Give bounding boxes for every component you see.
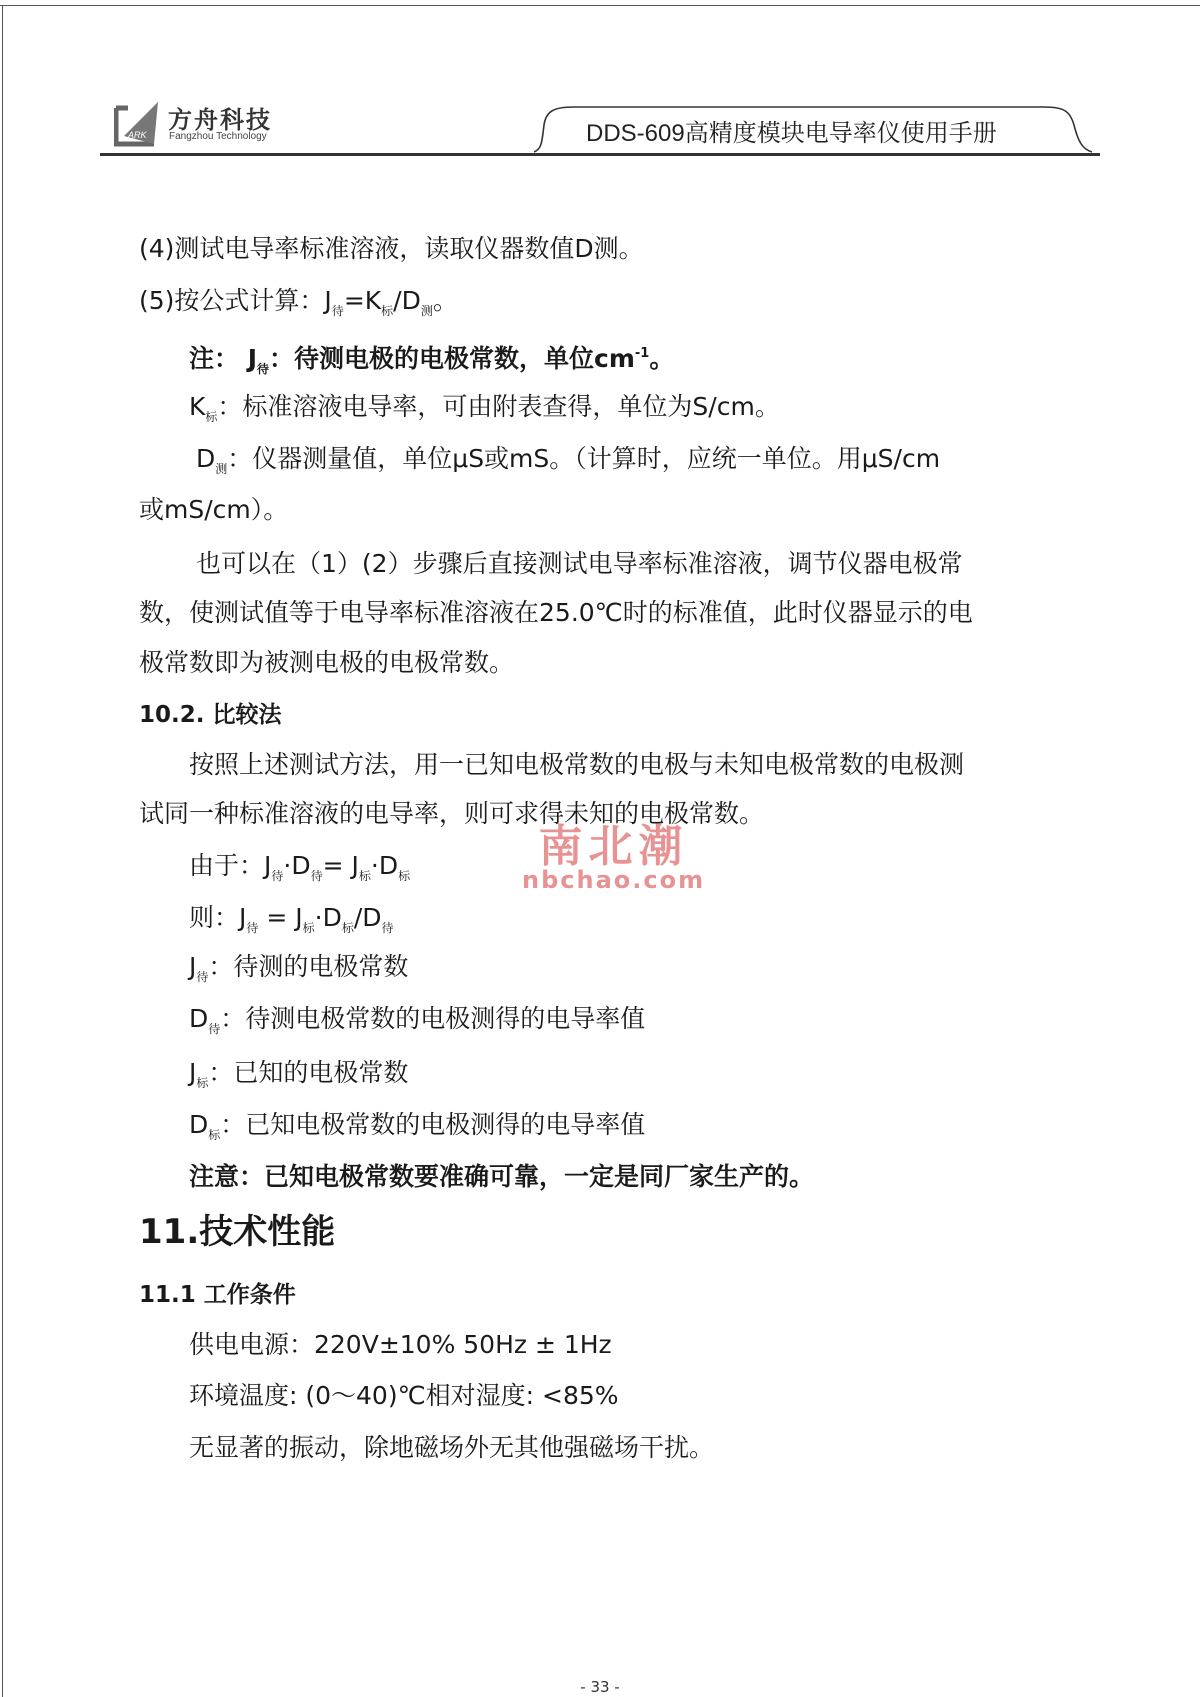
subscript: 标 — [196, 1076, 209, 1090]
text-line — [189, 391, 780, 433]
svg-text:ARK: ARK — [128, 130, 147, 140]
text-segment: (4)测试电导率标准溶液，读取仪器数值D测。 — [139, 234, 644, 263]
text-segment: D — [196, 444, 216, 473]
logo-english-name: Fangzhou Technology — [169, 131, 267, 142]
text-line — [139, 597, 973, 629]
text-segment: 按照上述测试方法，用一已知电极常数的电极与未知电极常数的电极测 — [189, 750, 965, 779]
subscript: 标 — [358, 869, 371, 883]
text-line — [189, 902, 394, 944]
text-segment: 或mS/cm）。 — [139, 495, 289, 524]
subscript: 测 — [215, 462, 228, 476]
subscript: 标 — [398, 869, 411, 883]
page-frame-top — [0, 5, 1200, 6]
text-line — [139, 285, 458, 327]
text-segment: 极常数即为被测电极的电极常数。 — [139, 648, 515, 677]
text-segment: ·D — [283, 851, 311, 880]
text-segment: 数，使测试值等于电导率标准溶液在25.0℃时的标准值，此时仪器显示的电 — [139, 598, 973, 627]
text-segment: 11.1 工作条件 — [139, 1282, 296, 1308]
watermark-url: nbchao.com — [522, 866, 706, 894]
watermark-chinese: 南北潮 — [538, 821, 689, 872]
text-line — [189, 1109, 645, 1151]
text-segment: D — [189, 1110, 209, 1139]
document-title: DDS-609高精度模块电导率仪使用手册 — [586, 120, 997, 147]
text-segment: 注意：已知电极常数要准确可靠，一定是同厂家生产的。 — [189, 1162, 815, 1191]
text-segment: 也可以在（1）(2）步骤后直接测试电导率标准溶液，调节仪器电极常 — [196, 549, 963, 578]
subscript: 待 — [196, 970, 209, 984]
text-segment: D — [189, 1004, 209, 1033]
text-segment: 无显著的振动，除地磁场外无其他强磁场干扰。 — [189, 1433, 715, 1462]
text-segment: ：标准溶液电导率，可由附表查得，单位为S/cm。 — [217, 392, 780, 421]
subscript: 待 — [246, 921, 259, 935]
text-segment: ：待测电极的电极常数，单位cm — [269, 344, 635, 373]
text-line — [139, 647, 514, 679]
text-segment: 。 — [649, 344, 675, 373]
text-segment: J — [189, 952, 197, 981]
text-line — [139, 1279, 296, 1311]
text-line — [196, 548, 963, 580]
text-segment: 10.2. 比较法 — [139, 702, 282, 728]
text-segment: = J — [322, 851, 359, 880]
text-segment: 供电电源：220V±10% 50Hz ± 1Hz — [189, 1330, 612, 1359]
text-line — [189, 1380, 619, 1412]
text-segment: 由于：J — [189, 851, 272, 880]
text-segment: ：已知电极常数的电极测得的电导率值 — [220, 1110, 646, 1139]
text-segment: ·D — [370, 851, 399, 880]
text-segment: J — [189, 1058, 197, 1087]
page-frame-left — [2, 5, 3, 1697]
text-line — [189, 1432, 714, 1464]
subscript: 测 — [420, 304, 433, 318]
subscript: 待 — [381, 921, 394, 935]
header-rule — [100, 153, 1100, 156]
text-segment: =K — [343, 286, 382, 315]
text-segment: ·D — [314, 903, 342, 932]
subscript: 待 — [310, 869, 323, 883]
company-logo — [114, 100, 294, 150]
text-line — [139, 233, 644, 265]
text-segment: 则：J — [189, 903, 247, 932]
watermark — [522, 810, 705, 894]
text-segment: 。 — [432, 286, 458, 315]
text-segment: /D — [393, 286, 421, 315]
text-line — [196, 443, 940, 485]
subscript: 待 — [257, 362, 270, 376]
text-line — [189, 1161, 814, 1193]
ark-logo-icon — [114, 100, 164, 148]
text-segment: 注： J — [189, 344, 258, 373]
text-segment: ：仪器测量值，单位μS或mS。（计算时，应统一单位。用μS/cm — [227, 444, 941, 473]
text-line — [139, 1212, 336, 1252]
subscript: 待 — [208, 1022, 221, 1036]
text-segment: /D — [353, 903, 382, 932]
subscript: 待 — [271, 869, 284, 883]
text-segment: 环境温度: (0～40)℃相对湿度: <85% — [189, 1381, 619, 1410]
text-line — [189, 951, 408, 993]
subscript: 标 — [205, 410, 218, 424]
subscript: 标 — [208, 1128, 221, 1142]
logo-chinese-name: 方舟科技 — [168, 106, 272, 134]
text-segment: ：待测电极常数的电极测得的电导率值 — [220, 1004, 646, 1033]
subscript: 待 — [331, 304, 344, 318]
subscript: 标 — [381, 304, 394, 318]
text-line — [189, 1057, 408, 1099]
text-line — [189, 1003, 645, 1045]
text-segment: = J — [258, 903, 303, 932]
subscript: 标 — [302, 921, 315, 935]
text-line — [189, 850, 410, 892]
text-segment: ：待测的电极常数 — [208, 952, 409, 981]
text-line — [189, 338, 674, 385]
text-segment: ：已知的电极常数 — [208, 1058, 409, 1087]
text-segment: K — [189, 392, 206, 421]
text-line — [139, 699, 282, 731]
text-segment: 试同一种标准溶液的电导率，则可求得未知的电极常数。 — [139, 799, 765, 828]
text-line — [139, 494, 288, 526]
superscript: -1 — [634, 346, 650, 361]
page-number: - 33 - — [580, 1678, 620, 1696]
text-line — [189, 749, 964, 781]
text-segment: 11.技术性能 — [139, 1212, 336, 1252]
subscript: 标 — [341, 921, 354, 935]
text-segment: (5)按公式计算：J — [139, 286, 332, 315]
text-line — [189, 1329, 612, 1361]
